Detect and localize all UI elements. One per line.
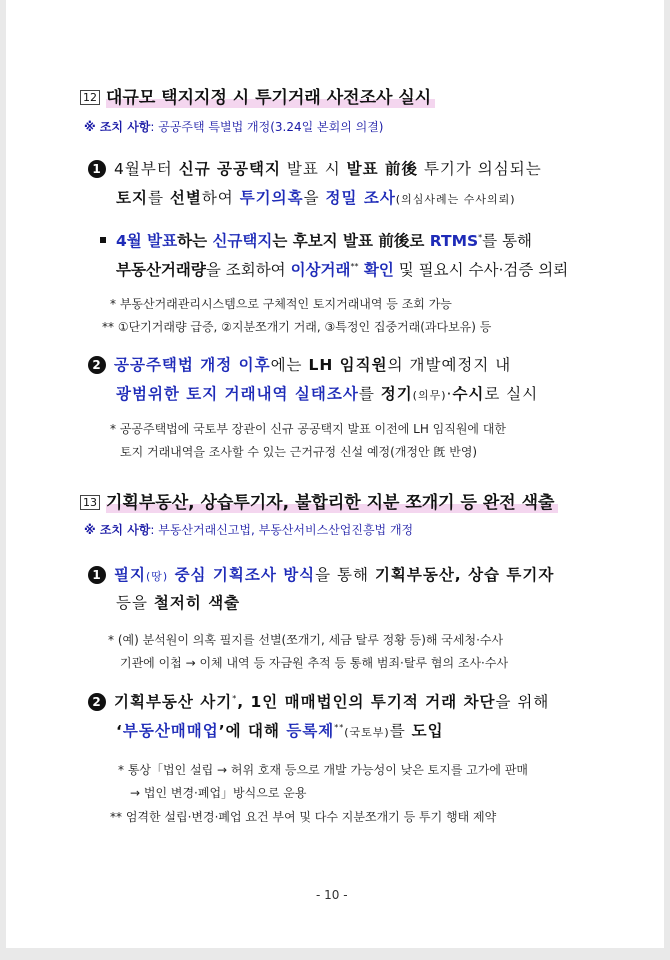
section-13-action	[84, 521, 413, 538]
bullet-number-icon: 1	[88, 160, 106, 178]
action-value: : 공공주택 특별법 개정(3.24일 본회의 의결)	[150, 120, 384, 134]
section-13-title: 기획부동산, 상습투기자, 불합리한 지분 쪼개기 등 완전 색출	[106, 493, 558, 513]
section-12-title: 대규모 택지지정 시 투기거래 사전조사 실시	[106, 88, 435, 108]
section-13-item-1-line-2: 등을 철저히 색출	[116, 594, 241, 612]
bullet-number-icon: 2	[88, 693, 106, 711]
document-page	[6, 0, 664, 948]
section-12-item-2-line-1: 2 공공주택법 개정 이후에는 LH 임직원의 개발예정지 내	[88, 353, 511, 375]
section-13-note-3: * 통상「법인 설립 → 허위 호재 등으로 개발 가능성이 낮은 토지를 고가에 판매	[118, 763, 528, 777]
section-12-item-1-line-1: 1 4월부터 신규 공공택지 발표 시 발표 前後 투기가 의심되는	[88, 157, 542, 179]
section-12-heading	[80, 83, 435, 108]
section-12-note-2: ** ①단기거래량 급증, ②지분쪼개기 거래, ③특정인 집중거래(과다보유) 등	[102, 320, 492, 334]
section-12-item-1-line-2: 토지를 선별하여 투기의혹을 정밀 조사(의심사례는 수사의뢰)	[116, 189, 516, 207]
section-12-number: 12	[80, 90, 100, 105]
section-13-note-4: → 법인 변경·폐업」방식으로 운용	[130, 786, 307, 800]
section-13-item-2-line-1: 2 기획부동산 사기*, 1인 매매법인의 투기적 거래 차단을 위해	[88, 690, 549, 712]
section-12-note-4: 토지 거래내역을 조사할 수 있는 근거규정 신설 예정(개정안 旣 반영)	[120, 445, 478, 459]
section-12-sub-line-2: 부동산거래량을 조회하여 이상거래** 확인 및 필요시 수사·검증 의뢰	[116, 261, 569, 279]
section-13-note-5: ** 엄격한 설립·변경·폐업 요건 부여 및 다수 지분쪼개기 등 투기 행태 제약	[110, 810, 497, 824]
action-label: ※ 조치 사항	[84, 120, 151, 134]
section-12-action	[84, 118, 383, 135]
section-12-item-2-line-2: 광범위한 토지 거래내역 실태조사를 정기(의무)·수시로 실시	[116, 385, 539, 403]
square-bullet-icon	[100, 237, 106, 243]
action-value: : 부동산거래신고법, 부동산서비스산업진흥법 개정	[150, 523, 414, 537]
page-number: - 10 -	[316, 888, 348, 902]
section-13-note-1: * (예) 분석원이 의혹 필지를 선별(쪼개기, 세금 탈루 정황 등)해 국세청·수사	[108, 633, 504, 647]
section-13-note-2: 기관에 이첩 → 이체 내역 등 자금원 추적 등 통해 범죄·탈루 혐의 조사·수사	[120, 656, 509, 670]
section-12-sub-line-1: 4월 발표하는 신규택지는 후보지 발표 前後로 RTMS*를 통해	[100, 229, 532, 251]
action-label: ※ 조치 사항	[84, 523, 151, 537]
section-13-heading	[80, 488, 558, 513]
section-12-note-3: * 공공주택법에 국토부 장관이 신규 공공택지 발표 이전에 LH 임직원에 대한	[110, 422, 507, 436]
section-12-note-1: * 부동산거래관리시스템으로 구체적인 토지거래내역 등 조회 가능	[110, 297, 452, 311]
section-13-item-1-line-1: 1 필지(땅) 중심 기획조사 방식을 통해 기획부동산, 상습 투기자	[88, 563, 554, 585]
bullet-number-icon: 2	[88, 356, 106, 374]
section-13-item-2-line-2: ‘부동산매매업’에 대해 등록제**(국토부)를 도입	[116, 722, 444, 740]
bullet-number-icon: 1	[88, 566, 106, 584]
section-13-number: 13	[80, 495, 100, 510]
